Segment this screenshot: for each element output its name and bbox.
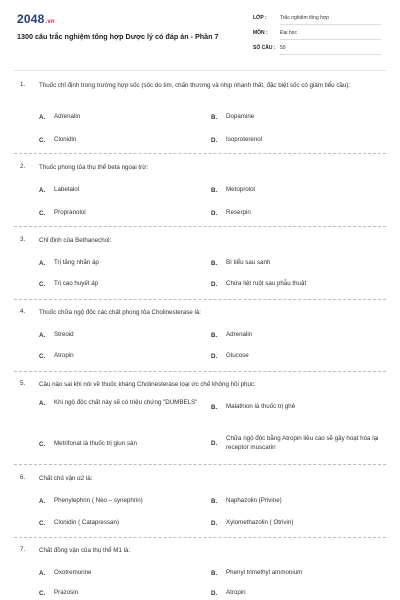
question-number: 6. bbox=[20, 474, 26, 481]
question-text: Thuốc chỉ định trong trường hợp sốc (sốc do tim, chấn thương và nhịp nhanh thất, đặc biệt sốc có giảm tiểu cầu): bbox=[39, 82, 351, 89]
option-letter: B. bbox=[211, 497, 218, 505]
meta-value: Đại học bbox=[280, 30, 381, 40]
option-c[interactable] bbox=[39, 519, 209, 528]
option-letter: B. bbox=[211, 569, 218, 577]
option-letter: A. bbox=[39, 113, 46, 121]
option-text: Dopamine bbox=[226, 113, 255, 120]
option-text: Xylomethazolin ( Otrivin) bbox=[226, 519, 294, 526]
option-letter: D. bbox=[211, 352, 218, 360]
meta-value: Trắc nghiệm tổng hợp bbox=[280, 15, 381, 25]
option-text: Chữa ngộ độc bằng Atropin liều cao sẽ gây hoạt hóa lại receptor muscarin bbox=[226, 435, 379, 451]
meta-row-question-count bbox=[253, 44, 381, 56]
meta-value: 50 bbox=[280, 45, 381, 55]
meta-row-subject bbox=[253, 29, 381, 41]
question-number: 4. bbox=[20, 308, 26, 315]
option-a[interactable] bbox=[39, 259, 209, 268]
option-text: Malathion là thuốc trị ghẻ bbox=[226, 403, 296, 410]
option-b[interactable] bbox=[211, 113, 381, 122]
option-a[interactable] bbox=[39, 186, 209, 195]
question-divider bbox=[14, 153, 386, 154]
option-letter: D. bbox=[211, 209, 218, 217]
option-text: Khi ngộ độc chất này sẽ có triệu chứng "DUMBELS" bbox=[54, 399, 198, 406]
question-divider bbox=[14, 226, 386, 227]
option-text: Glucose bbox=[226, 352, 249, 359]
option-letter: C. bbox=[39, 440, 46, 448]
option-letter: D. bbox=[211, 280, 218, 288]
option-b[interactable] bbox=[211, 403, 381, 412]
option-text: Chứa liệt ruột sau phẫu thuật bbox=[226, 280, 307, 287]
option-d[interactable] bbox=[211, 136, 381, 145]
option-text: Metrifonat là thuốc trị giun sán bbox=[54, 440, 137, 447]
question-divider bbox=[14, 537, 386, 538]
option-b[interactable] bbox=[211, 186, 381, 195]
option-b[interactable] bbox=[211, 259, 381, 268]
option-letter: D. bbox=[211, 519, 218, 527]
option-d[interactable] bbox=[211, 589, 381, 598]
question-text: Chất đồng vận của thụ thể M1 là: bbox=[39, 547, 131, 554]
option-text: Atropin bbox=[54, 352, 74, 359]
option-text: Metoprolol bbox=[226, 186, 255, 193]
question-number: 2. bbox=[20, 163, 26, 170]
option-text: Bí tiểu sau sanh bbox=[226, 259, 271, 266]
meta-label: SỐ CÂU : bbox=[253, 45, 276, 51]
option-letter: C. bbox=[39, 280, 46, 288]
option-letter: D. bbox=[211, 589, 218, 597]
option-c[interactable] bbox=[39, 440, 209, 449]
option-c[interactable] bbox=[39, 209, 209, 218]
option-text: Labetalol bbox=[54, 186, 80, 193]
option-c[interactable] bbox=[39, 136, 209, 145]
header-divider bbox=[14, 70, 386, 71]
meta-label: MÔN : bbox=[253, 30, 268, 36]
question-divider bbox=[14, 464, 386, 465]
option-a[interactable] bbox=[39, 497, 209, 506]
option-a[interactable] bbox=[39, 399, 209, 408]
option-letter: C. bbox=[39, 589, 46, 597]
option-letter: C. bbox=[39, 209, 46, 217]
option-d[interactable] bbox=[211, 209, 381, 218]
question-text: Chỉ định của Bethanechol: bbox=[39, 237, 112, 244]
option-text: Phenyl trimethyl ammonium bbox=[226, 569, 303, 576]
option-letter: A. bbox=[39, 331, 46, 339]
option-text: Atropin bbox=[226, 589, 246, 596]
option-letter: B. bbox=[211, 113, 218, 121]
option-letter: A. bbox=[39, 569, 46, 577]
question-text: Chất chủ vận α2 là: bbox=[39, 475, 93, 482]
option-letter: A. bbox=[39, 259, 46, 267]
site-logo[interactable] bbox=[17, 12, 55, 26]
option-b[interactable] bbox=[211, 497, 381, 506]
worksheet-header bbox=[0, 0, 400, 70]
option-letter: B. bbox=[211, 403, 218, 411]
option-letter: B. bbox=[211, 331, 218, 339]
option-letter: C. bbox=[39, 352, 46, 360]
option-text: Propranolol bbox=[54, 209, 86, 216]
option-text: Naphazolin (Privine) bbox=[226, 497, 282, 504]
option-d[interactable] bbox=[211, 280, 381, 289]
meta-row-class bbox=[253, 14, 381, 26]
option-letter: C. bbox=[39, 136, 46, 144]
option-text: Trị cao huyết áp bbox=[54, 280, 99, 287]
document-title: 1300 câu trắc nghiệm tổng hợp Dược lý có đáp án - Phần 7 bbox=[17, 32, 219, 41]
question-text: Câu nào sai khi nói về thuốc kháng Cholinesterase loại ức chế không hồi phục: bbox=[39, 381, 256, 388]
option-letter: D. bbox=[211, 136, 218, 144]
option-letter: A. bbox=[39, 399, 46, 407]
question-text: Thuốc chữa ngộ độc các chất phong tỏa Cholinesterase là: bbox=[39, 309, 202, 316]
option-text: Adrenalin bbox=[54, 113, 81, 120]
meta-label: LỚP : bbox=[253, 15, 267, 21]
question-text: Thuốc phong tỏa thụ thể beta ngoại trừ: bbox=[39, 164, 149, 171]
option-letter: D. bbox=[211, 440, 218, 447]
option-d[interactable] bbox=[211, 519, 381, 528]
option-text: Trị tăng nhãn áp bbox=[54, 259, 99, 266]
logo-text: 2048 bbox=[17, 12, 45, 26]
option-a[interactable] bbox=[39, 569, 209, 578]
question-number: 1. bbox=[20, 81, 26, 88]
option-letter: B. bbox=[211, 186, 218, 194]
option-letter: C. bbox=[39, 519, 46, 527]
logo-domain-suffix: .vn bbox=[45, 19, 55, 25]
option-c[interactable] bbox=[39, 352, 209, 361]
option-letter: B. bbox=[211, 259, 218, 267]
option-b[interactable] bbox=[211, 569, 381, 578]
option-text: Clonidin ( Catapressan) bbox=[54, 519, 119, 526]
option-text: Adrenalin bbox=[226, 331, 253, 338]
option-letter: A. bbox=[39, 186, 46, 194]
option-letter: A. bbox=[39, 497, 46, 505]
question-number: 5. bbox=[20, 380, 26, 387]
option-a[interactable] bbox=[39, 113, 209, 122]
question-divider bbox=[14, 299, 386, 300]
option-d[interactable] bbox=[211, 352, 381, 361]
option-text: Prazosin bbox=[54, 589, 79, 596]
option-text: Streoid bbox=[54, 331, 74, 338]
option-c[interactable] bbox=[39, 280, 209, 289]
option-c[interactable] bbox=[39, 589, 209, 598]
option-text: Reserpin bbox=[226, 209, 251, 216]
option-a[interactable] bbox=[39, 331, 209, 340]
question-number: 3. bbox=[20, 236, 26, 243]
option-b[interactable] bbox=[211, 331, 381, 340]
option-text: Isoproterenol bbox=[226, 136, 263, 143]
question-number: 7. bbox=[20, 546, 26, 553]
option-text: Oxotremorine bbox=[54, 569, 92, 576]
option-text: Clonidin bbox=[54, 136, 77, 143]
question-divider bbox=[14, 371, 386, 372]
option-d[interactable] bbox=[211, 435, 381, 452]
option-text: Phenylephrin ( Neo – synephrin) bbox=[54, 497, 143, 504]
